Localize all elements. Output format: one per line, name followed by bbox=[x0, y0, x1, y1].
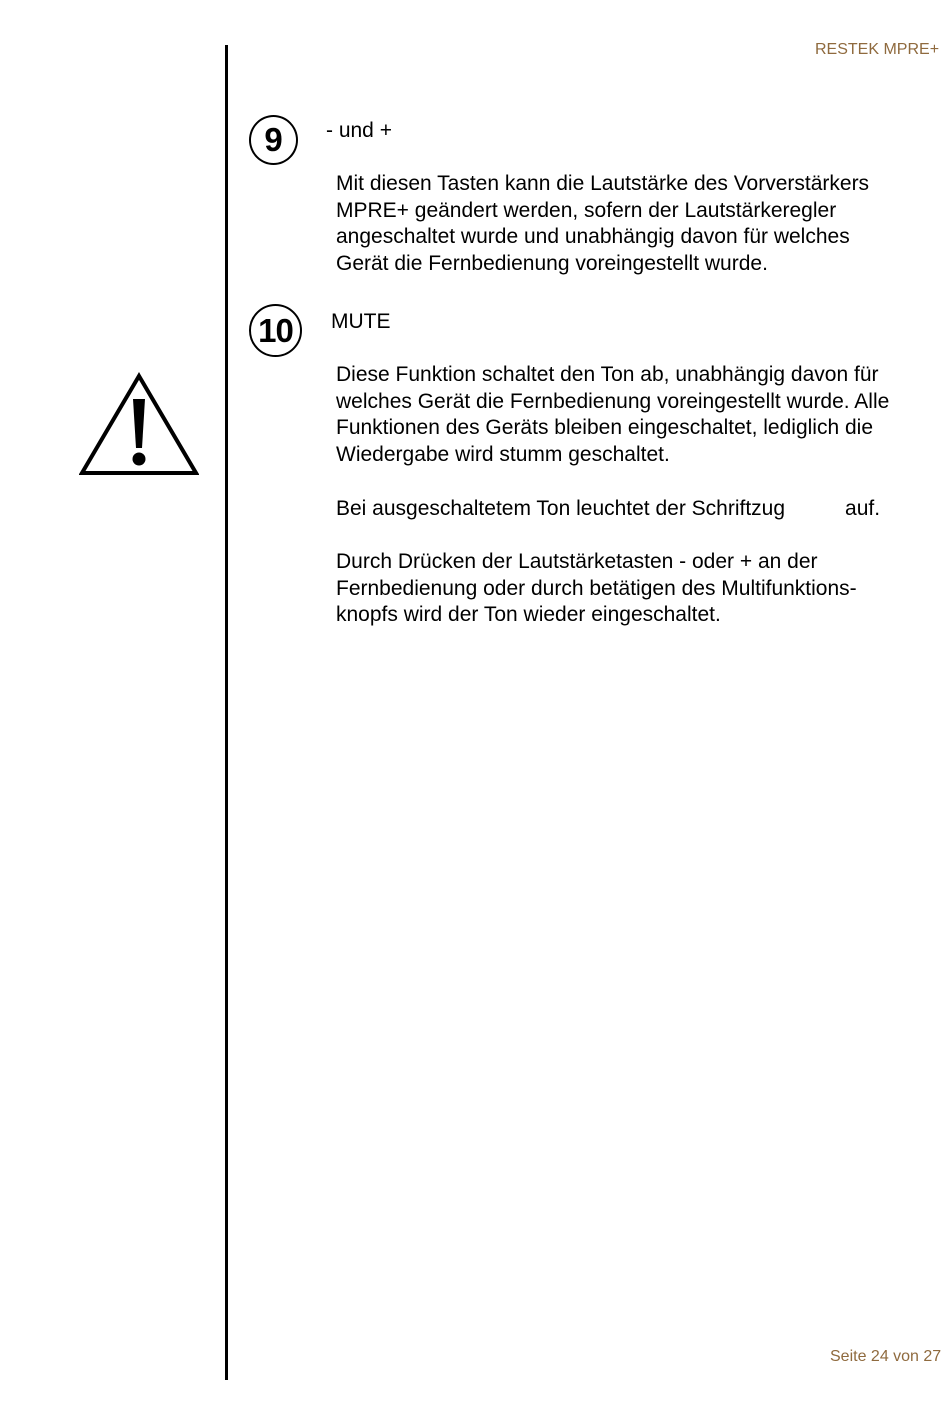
text-line: Mit diesen Tasten kann die Lautstärke des Vorverstärkers bbox=[336, 172, 870, 195]
text-line: MPRE+ geändert werden, sofern der Lautstärkeregler bbox=[336, 198, 837, 222]
margin-rule bbox=[225, 45, 228, 1380]
indicator-note-start: Bei ausgeschaltetem Ton leuchtet der Schriftzug bbox=[336, 497, 786, 520]
text-line bbox=[336, 496, 950, 523]
text-line: Durch Drücken der Lautstärketasten - oder + an der bbox=[336, 550, 818, 573]
text-line: Fernbedienung oder durch betätigen des Multifunktions- bbox=[336, 576, 857, 600]
warning-triangle-icon bbox=[79, 372, 199, 476]
text-line: Funktionen des Geräts bleiben eingeschaltet, lediglich die bbox=[336, 416, 874, 440]
text-line: Wiedergabe wird stumm geschaltet. bbox=[336, 443, 670, 467]
section-title-mute: MUTE bbox=[331, 310, 391, 333]
running-header: RESTEK MPRE+ bbox=[815, 41, 940, 58]
text-line: Gerät die Fernbedienung voreingestellt wurde. bbox=[336, 252, 768, 276]
mute-description bbox=[336, 362, 950, 469]
indicator-note-end: auf. bbox=[845, 497, 881, 520]
text-line: knopfs wird der Ton wieder eingeschaltet. bbox=[336, 603, 721, 627]
mute-indicator-note bbox=[336, 496, 950, 523]
page-number: Seite 24 von 27 bbox=[830, 1348, 942, 1365]
text-line: Diese Funktion schaltet den Ton ab, unabhängig davon für bbox=[336, 363, 879, 386]
mute-restore-note bbox=[336, 549, 950, 629]
item-number-9: 9 bbox=[249, 115, 298, 165]
item-number-10: 10 bbox=[249, 304, 302, 357]
section-title-volume: - und + bbox=[326, 119, 392, 142]
volume-description bbox=[336, 171, 950, 278]
text-line: welches Gerät die Fernbedienung voreingestellt wurde. Alle bbox=[336, 389, 890, 413]
text-line: angeschaltet wurde und unabhängig davon für welches bbox=[336, 225, 850, 249]
